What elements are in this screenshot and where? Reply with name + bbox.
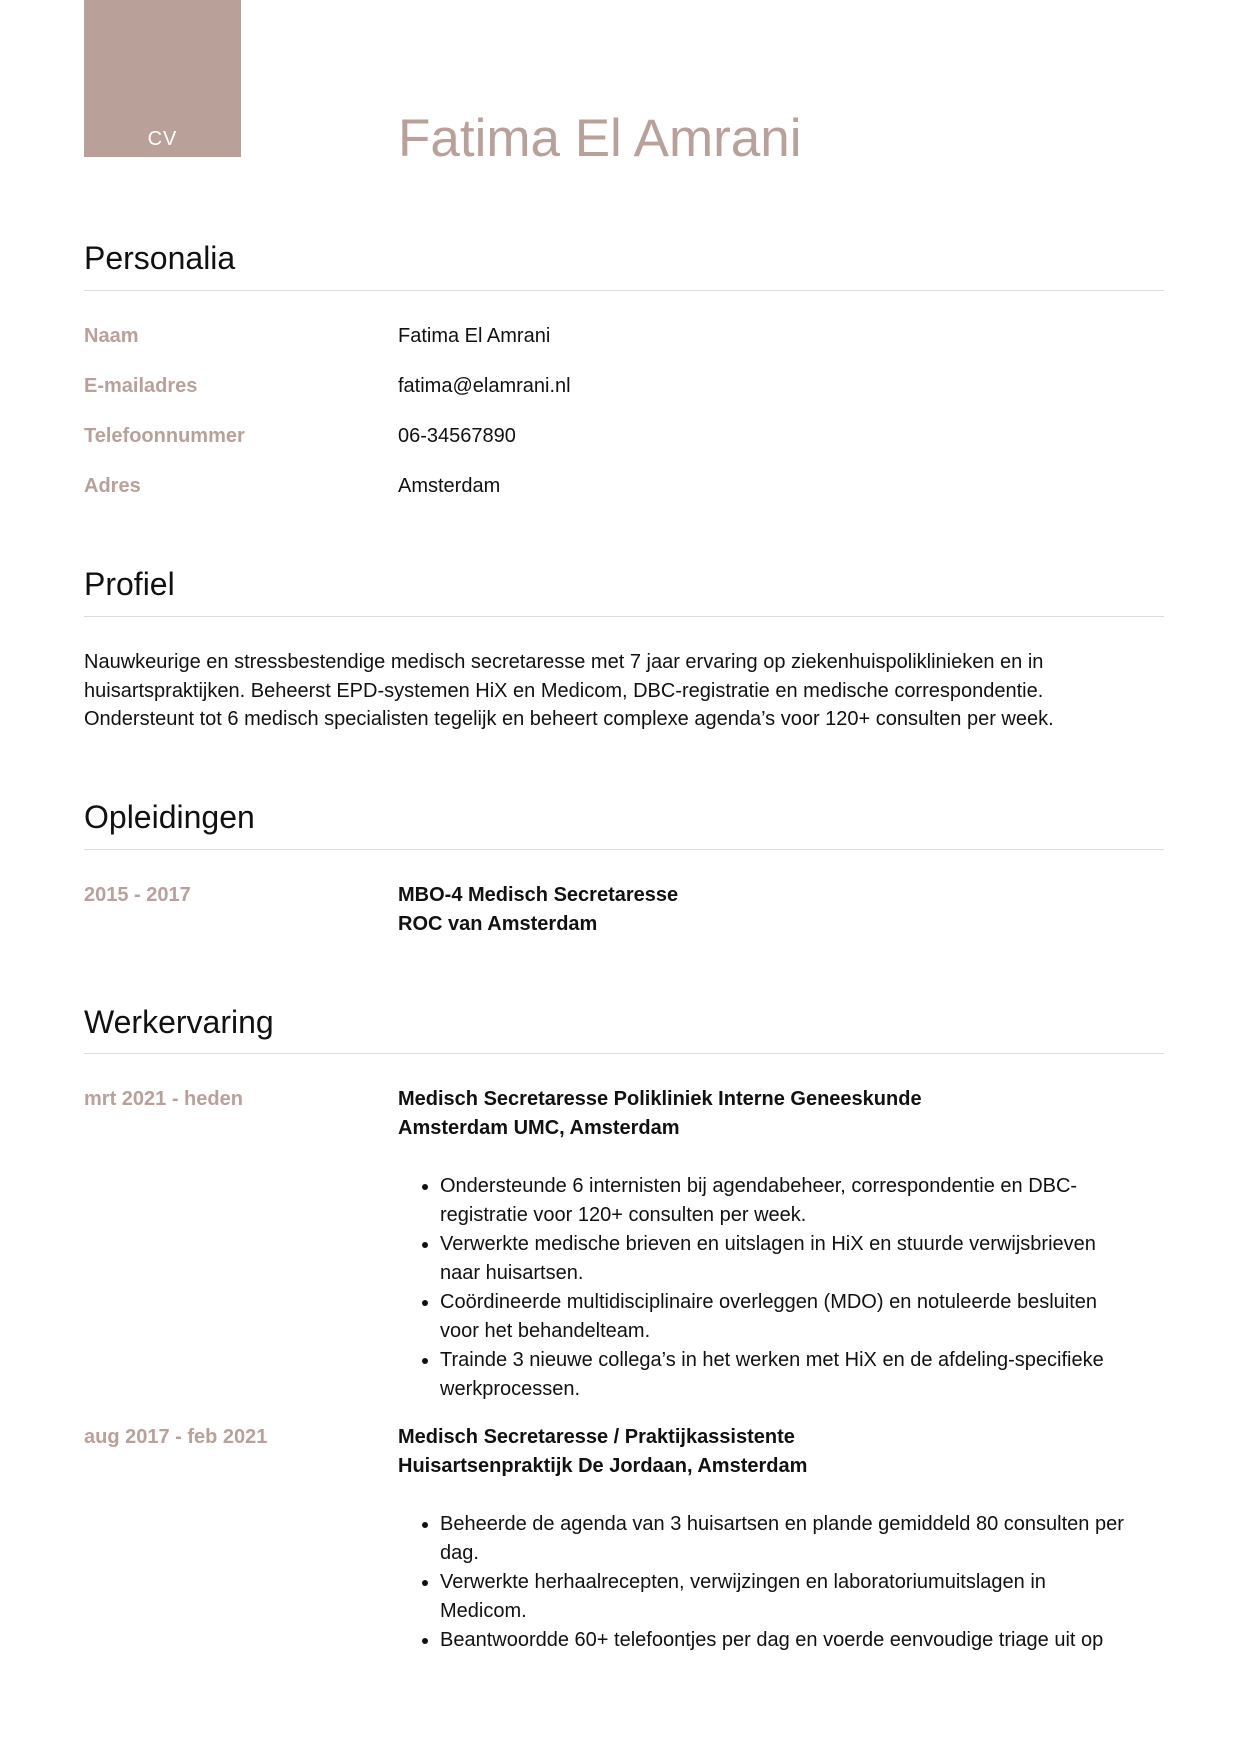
- section-divider: [84, 1053, 1164, 1054]
- list-item: • Ondersteunde 6 internisten bij agendabeheer, correspondentie en DBC- registratie voor 120+ consulten per week.: [440, 1172, 1210, 1230]
- job-period: mrt 2021 - heden: [84, 1088, 243, 1110]
- section-heading-opleidingen: Opleidingen: [84, 799, 255, 835]
- profile-text: [84, 648, 1164, 734]
- profile-line: huisartspraktijken. Beheerst EPD-systemen HiX en Medicom, DBC-registratie en medische correspondentie.: [84, 679, 1044, 702]
- job-title: Medisch Secretaresse Polikliniek Interne Geneeskunde: [398, 1088, 922, 1110]
- job-entry-header: [398, 1085, 922, 1143]
- education-period: 2015 - 2017: [84, 884, 191, 906]
- field-value-adres: Amsterdam: [398, 475, 501, 497]
- list-item: • Verwerkte medische brieven en uitslagen in HiX en stuurde verwijsbrieven naar huisartsen.: [440, 1230, 1210, 1288]
- job-employer: Huisartsenpraktijk De Jordaan, Amsterdam: [398, 1455, 808, 1477]
- job-title: Medisch Secretaresse / Praktijkassistente: [398, 1426, 795, 1448]
- education-title: MBO-4 Medisch Secretaresse: [398, 884, 679, 906]
- job-bullet-list: [398, 1510, 1210, 1655]
- profile-line: Ondersteunt tot 6 medisch specialisten tegelijk en beheert complexe agenda’s voor 120+ consulten per week.: [84, 708, 1054, 730]
- profile-line: Nauwkeurige en stressbestendige medisch secretaresse met 7 jaar ervaring op ziekenhuispoliklinieken en in: [84, 651, 1044, 673]
- section-divider: [84, 616, 1164, 617]
- list-item: • Verwerkte herhaalrecepten, verwijzingen en laboratoriumuitslagen in Medicom.: [440, 1568, 1210, 1626]
- job-entry-header: [398, 1423, 807, 1481]
- field-label-telefoon: Telefoonnummer: [84, 425, 245, 447]
- job-employer: Amsterdam UMC, Amsterdam: [398, 1117, 680, 1139]
- section-divider: [84, 290, 1164, 291]
- field-label-adres: Adres: [84, 475, 141, 497]
- field-label-naam: Naam: [84, 325, 139, 347]
- cv-badge: [84, 0, 241, 157]
- education-institution: ROC van Amsterdam: [398, 913, 598, 935]
- candidate-name: Fatima El Amrani: [398, 109, 802, 168]
- list-item: • Beheerde de agenda van 3 huisartsen en plande gemiddeld 80 consulten per dag.: [440, 1510, 1210, 1568]
- list-item: • Beantwoordde 60+ telefoontjes per dag en voerde eenvoudige triage uit op: [440, 1626, 1210, 1655]
- field-value-telefoon: 06-34567890: [398, 425, 516, 447]
- education-entry: [398, 881, 678, 939]
- job-period: aug 2017 - feb 2021: [84, 1426, 268, 1448]
- section-heading-profiel: Profiel: [84, 566, 175, 602]
- job-bullet-list: [398, 1172, 1210, 1404]
- cv-badge-label: CV: [147, 128, 178, 150]
- field-value-naam: Fatima El Amrani: [398, 325, 551, 347]
- section-heading-personalia: Personalia: [84, 240, 236, 276]
- section-heading-werkervaring: Werkervaring: [84, 1004, 274, 1040]
- list-item: • Trainde 3 nieuwe collega’s in het werken met HiX en de afdeling-specifieke werkprocessen.: [440, 1346, 1210, 1404]
- list-item: • Coördineerde multidisciplinaire overleggen (MDO) en notuleerde besluiten voor het behandelteam.: [440, 1288, 1210, 1346]
- field-value-email: fatima@elamrani.nl: [398, 375, 571, 397]
- section-divider: [84, 849, 1164, 850]
- field-label-email: E-mailadres: [84, 375, 198, 397]
